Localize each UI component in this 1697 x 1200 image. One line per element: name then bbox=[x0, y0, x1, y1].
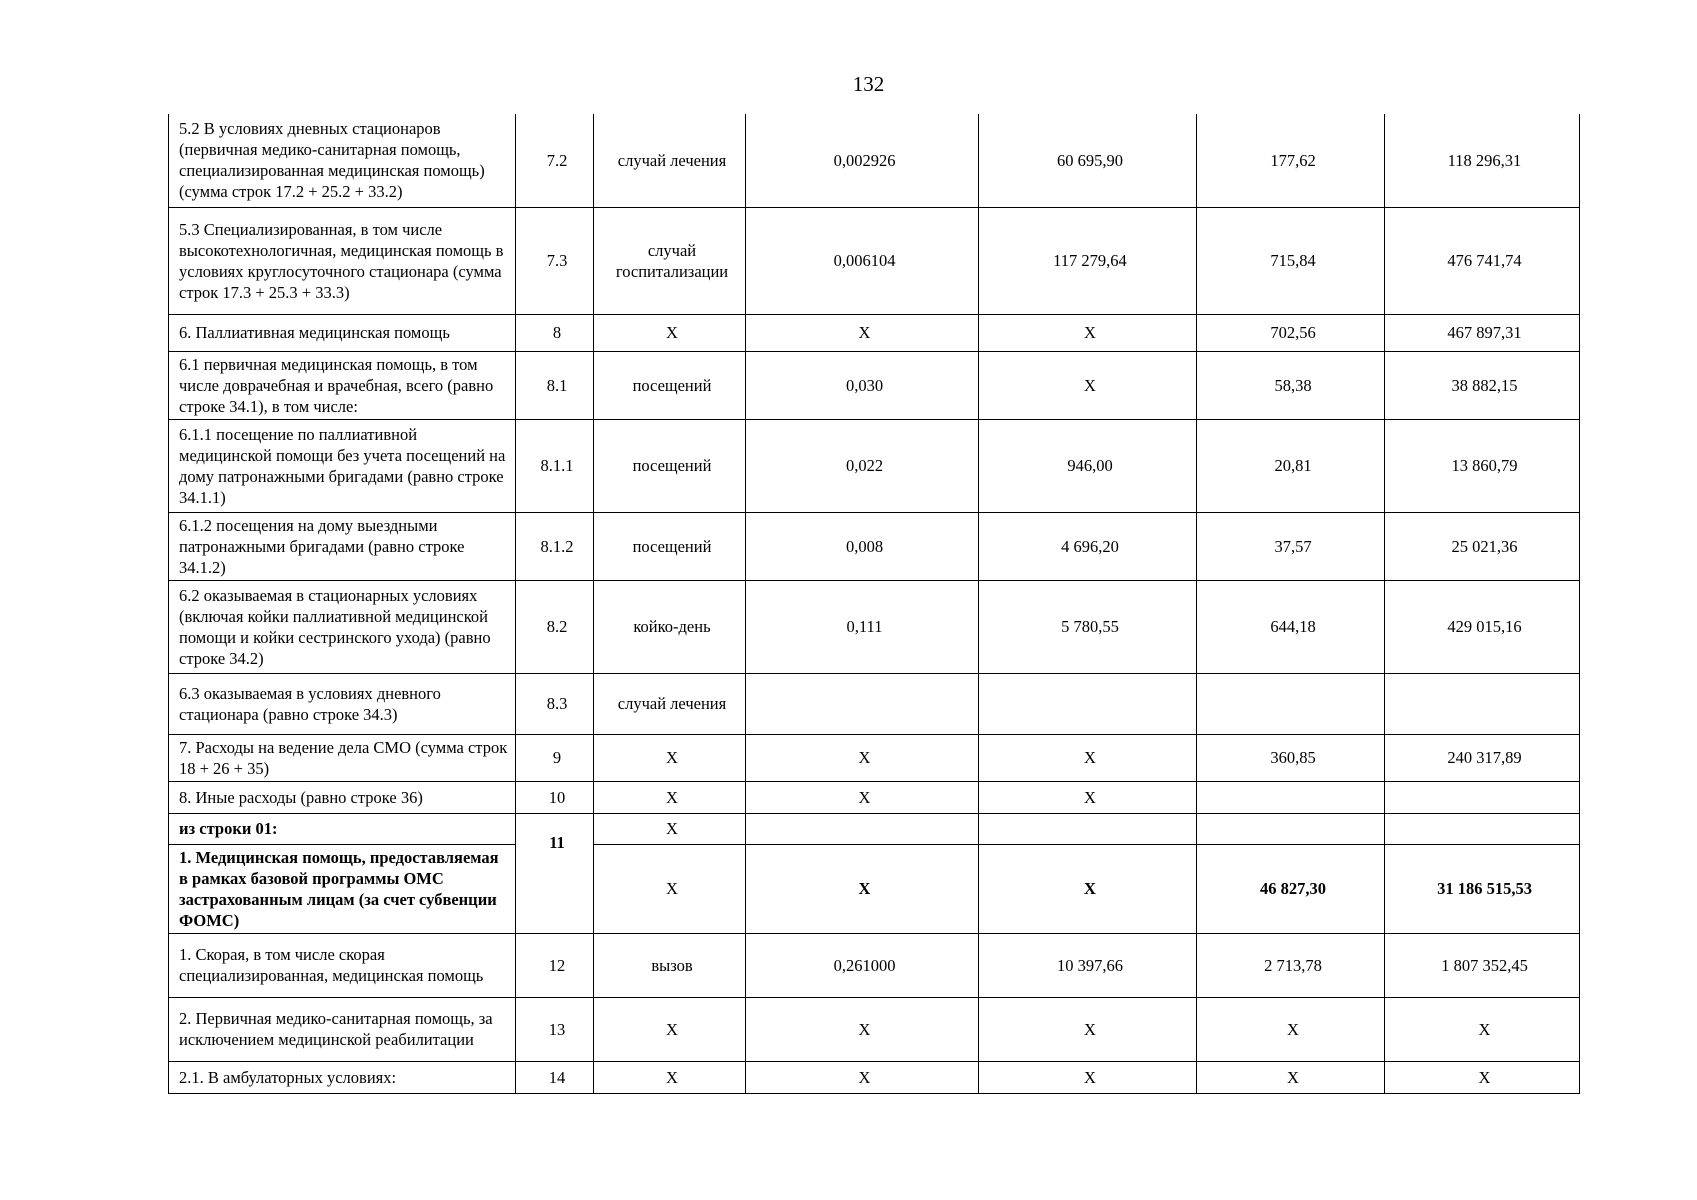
table-row bbox=[169, 580, 1580, 673]
table-row bbox=[169, 781, 1580, 813]
row-label: 6.2 оказываемая в стационарных условиях (включая койки паллиативной медицинской помощи и койки сестринского ухода) (равно строке 34.2) bbox=[169, 580, 516, 673]
row-label: 2. Первичная медико-санитарная помощь, за исключением медицинской реабилитации bbox=[169, 997, 516, 1061]
row-unit: посещений bbox=[594, 512, 746, 580]
row-code: 13 bbox=[516, 997, 594, 1061]
row-label: 5.2 В условиях дневных стационаров (первичная медико-санитарная помощь, специализированная медицинская помощь) (сумма строк 17.2 + 25.2 + 33.2) bbox=[169, 114, 516, 207]
row-value: X bbox=[979, 844, 1197, 933]
row-value: X bbox=[1197, 997, 1385, 1061]
table-row bbox=[169, 997, 1580, 1061]
table-row bbox=[169, 1061, 1580, 1093]
row-value: X bbox=[979, 1061, 1197, 1093]
row-value: 702,56 bbox=[1197, 314, 1385, 351]
row-value: X bbox=[979, 351, 1197, 419]
row-unit: X bbox=[594, 813, 746, 844]
row-label: 6. Паллиативная медицинская помощь bbox=[169, 314, 516, 351]
row-code: 8 bbox=[516, 314, 594, 351]
row-value: X bbox=[746, 1061, 979, 1093]
row-value: 0,008 bbox=[746, 512, 979, 580]
row-label: 7. Расходы на ведение дела СМО (сумма строк 18 + 26 + 35) bbox=[169, 734, 516, 781]
table-row bbox=[169, 419, 1580, 512]
table-row bbox=[169, 844, 1580, 933]
row-value: X bbox=[746, 781, 979, 813]
row-code: 8.2 bbox=[516, 580, 594, 673]
row-value: 25 021,36 bbox=[1385, 512, 1580, 580]
row-value bbox=[746, 813, 979, 844]
row-value bbox=[979, 813, 1197, 844]
row-value: X bbox=[1385, 997, 1580, 1061]
row-label: 1. Медицинская помощь, предоставляемая в рамках базовой программы ОМС застрахованным лицам (за счет субвенции ФОМС) bbox=[169, 844, 516, 933]
row-unit: случай лечения bbox=[594, 673, 746, 734]
row-value: 0,261000 bbox=[746, 933, 979, 997]
row-unit: X bbox=[594, 1061, 746, 1093]
row-label: 2.1. В амбулаторных условиях: bbox=[169, 1061, 516, 1093]
row-value bbox=[979, 673, 1197, 734]
table-row bbox=[169, 933, 1580, 997]
row-unit: случай лечения bbox=[594, 114, 746, 207]
row-value: 31 186 515,53 bbox=[1385, 844, 1580, 933]
row-value bbox=[1385, 813, 1580, 844]
row-value: 58,38 bbox=[1197, 351, 1385, 419]
table-row bbox=[169, 314, 1580, 351]
row-value: 5 780,55 bbox=[979, 580, 1197, 673]
row-unit: X bbox=[594, 781, 746, 813]
row-value bbox=[1197, 781, 1385, 813]
row-value: 946,00 bbox=[979, 419, 1197, 512]
row-label: 6.3 оказываемая в условиях дневного стационара (равно строке 34.3) bbox=[169, 673, 516, 734]
row-unit: койко-день bbox=[594, 580, 746, 673]
row-label: 6.1 первичная медицинская помощь, в том числе доврачебная и врачебная, всего (равно строке 34.1), в том числе: bbox=[169, 351, 516, 419]
row-value: 13 860,79 bbox=[1385, 419, 1580, 512]
row-unit: посещений bbox=[594, 419, 746, 512]
row-label: 8. Иные расходы (равно строке 36) bbox=[169, 781, 516, 813]
financial-table bbox=[168, 114, 1580, 1094]
table-row bbox=[169, 734, 1580, 781]
row-value bbox=[746, 673, 979, 734]
row-value: 2 713,78 bbox=[1197, 933, 1385, 997]
row-value: X bbox=[746, 844, 979, 933]
row-code: 8.1.1 bbox=[516, 419, 594, 512]
row-value: X bbox=[1385, 1061, 1580, 1093]
row-value: X bbox=[979, 781, 1197, 813]
row-unit: посещений bbox=[594, 351, 746, 419]
row-code: 12 bbox=[516, 933, 594, 997]
row-value: 0,030 bbox=[746, 351, 979, 419]
row-value: X bbox=[979, 997, 1197, 1061]
row-code: 14 bbox=[516, 1061, 594, 1093]
row-value: 644,18 bbox=[1197, 580, 1385, 673]
row-value: X bbox=[979, 734, 1197, 781]
row-unit: вызов bbox=[594, 933, 746, 997]
table-row bbox=[169, 207, 1580, 314]
row-code: 8.1.2 bbox=[516, 512, 594, 580]
row-code: 7.2 bbox=[516, 114, 594, 207]
row-label: 6.1.2 посещения на дому выездными патронажными бригадами (равно строке 34.1.2) bbox=[169, 512, 516, 580]
row-value bbox=[1197, 673, 1385, 734]
row-label: 6.1.1 посещение по паллиативной медицинской помощи без учета посещений на дому патронажными бригадами (равно строке 34.1.1) bbox=[169, 419, 516, 512]
row-value bbox=[1197, 813, 1385, 844]
row-value: 0,006104 bbox=[746, 207, 979, 314]
row-value: X bbox=[979, 314, 1197, 351]
row-unit: случай госпитализации bbox=[594, 207, 746, 314]
table-row bbox=[169, 351, 1580, 419]
row-value: X bbox=[1197, 1061, 1385, 1093]
row-value: 177,62 bbox=[1197, 114, 1385, 207]
row-value: 0,022 bbox=[746, 419, 979, 512]
row-unit: X bbox=[594, 844, 746, 933]
row-value: 38 882,15 bbox=[1385, 351, 1580, 419]
row-value: 1 807 352,45 bbox=[1385, 933, 1580, 997]
row-value: X bbox=[746, 314, 979, 351]
row-value: 476 741,74 bbox=[1385, 207, 1580, 314]
row-label: 1. Скорая, в том числе скорая специализированная, медицинская помощь bbox=[169, 933, 516, 997]
row-value: 118 296,31 bbox=[1385, 114, 1580, 207]
row-value: 46 827,30 bbox=[1197, 844, 1385, 933]
row-value bbox=[1385, 673, 1580, 734]
row-unit: X bbox=[594, 314, 746, 351]
row-value: 0,002926 bbox=[746, 114, 979, 207]
row-value: 429 015,16 bbox=[1385, 580, 1580, 673]
row-value: 60 695,90 bbox=[979, 114, 1197, 207]
row-value: 4 696,20 bbox=[979, 512, 1197, 580]
table-row bbox=[169, 673, 1580, 734]
row-unit: X bbox=[594, 734, 746, 781]
row-code: 11 bbox=[516, 813, 594, 933]
row-code: 7.3 bbox=[516, 207, 594, 314]
row-unit: X bbox=[594, 997, 746, 1061]
row-code: 8.3 bbox=[516, 673, 594, 734]
row-value: 20,81 bbox=[1197, 419, 1385, 512]
row-value: 467 897,31 bbox=[1385, 314, 1580, 351]
row-code: 9 bbox=[516, 734, 594, 781]
row-value: 360,85 bbox=[1197, 734, 1385, 781]
row-value: 117 279,64 bbox=[979, 207, 1197, 314]
row-value bbox=[1385, 781, 1580, 813]
row-value: X bbox=[746, 734, 979, 781]
row-value: 715,84 bbox=[1197, 207, 1385, 314]
table-row bbox=[169, 114, 1580, 207]
table-row bbox=[169, 512, 1580, 580]
row-value: 37,57 bbox=[1197, 512, 1385, 580]
row-value: 0,111 bbox=[746, 580, 979, 673]
row-value: 10 397,66 bbox=[979, 933, 1197, 997]
row-value: X bbox=[746, 997, 979, 1061]
row-value: 240 317,89 bbox=[1385, 734, 1580, 781]
table-row bbox=[169, 813, 1580, 844]
row-code: 8.1 bbox=[516, 351, 594, 419]
row-label: из строки 01: bbox=[169, 813, 516, 844]
row-label: 5.3 Специализированная, в том числе высокотехнологичная, медицинская помощь в условиях круглосуточного стационара (сумма строк 17.3 + 25.3 + 33.3) bbox=[169, 207, 516, 314]
row-code: 10 bbox=[516, 781, 594, 813]
page-number: 132 bbox=[852, 72, 885, 96]
